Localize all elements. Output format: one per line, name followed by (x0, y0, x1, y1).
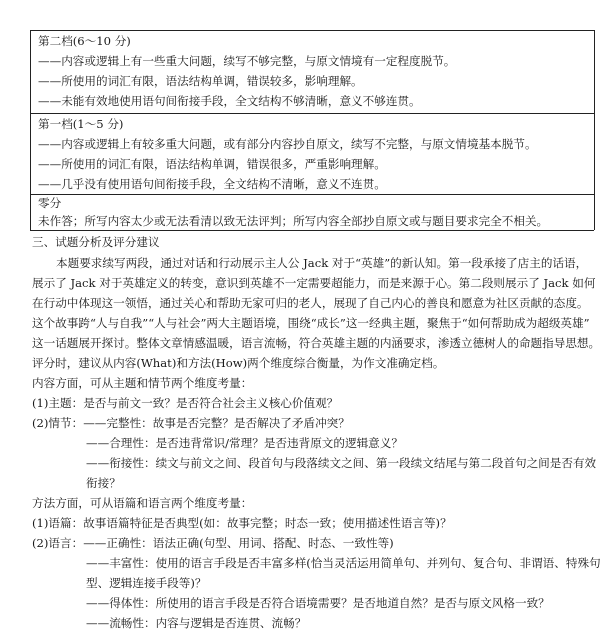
method-language: (2)语言：——正确性：语法正确(句型、用词、搭配、时态、一致性等) (32, 536, 394, 550)
content-plot: (2)情节：——完整性：故事是否完整？是否解决了矛盾冲突？ (32, 416, 350, 430)
table-border-top (30, 30, 594, 31)
table-border-right (594, 30, 595, 230)
language-item: ——得体性：所使用的语言手段是否符合语境需要？是否地道自然？是否与原文风格一致？ (86, 596, 550, 610)
language-item: ——丰富性：使用的语言手段是否丰富多样(恰当灵活运用简单句、并列句、复合句、非谓语、特殊句 (86, 556, 601, 570)
table-divider (30, 113, 594, 114)
intro-line: 本题要求续写两段，通过对话和行动展示主人公 Jack 对于“英雄”的新认知。第一段承接了店主的话语， (56, 256, 588, 270)
zero-title: 零分 (38, 196, 62, 210)
table-border-bottom (30, 230, 594, 231)
table-divider (30, 194, 594, 195)
intro-line: 这一话题展开探讨。整体文章情感温暖，语言流畅，符合英雄主题的内涵要求，渗透立德树人的命题指导思想。 (32, 336, 601, 350)
plot-item: ——合理性：是否违背常识/常理？是否违背原文的逻辑意义？ (86, 436, 403, 450)
plot-item: ——衔接性：续文与前文之间、段首句与段落续文之间、第一段续文结尾与第二段首句之间是否有效 (86, 456, 597, 470)
tier2-item: ——所使用的词汇有限，语法结构单调，错误较多，影响理解。 (38, 74, 363, 88)
method-discourse: (1)语篇：故事语篇特征是否典型(如：故事完整；时态一致；使用描述性语言等)？ (32, 516, 452, 530)
tier2-item: ——未能有效地使用语句间衔接手段，全文结构不够清晰，意义不够连贯。 (38, 94, 421, 108)
table-border-left (30, 30, 31, 230)
method-heading: 方法方面，可从语篇和语言两个维度考量： (32, 496, 253, 510)
zero-desc: 未作答；所写内容太少或无法看清以致无法评判；所写内容全部抄自原文或与题目要求完全不相关。 (38, 214, 549, 228)
intro-line: 展示了 Jack 对于英雄定义的转变，意识到英雄不一定需要超能力，而是来源于心。第二段则展示了 Jack 如何 (32, 276, 596, 290)
tier1-item: ——所使用的词汇有限，语法结构单调，错误很多，严重影响理解。 (38, 157, 386, 171)
section-heading: 三、试题分析及评分建议 (32, 235, 160, 249)
tier1-title: 第一档(1～5 分) (38, 117, 124, 131)
language-item: ——流畅性：内容与逻辑是否连贯、流畅？ (86, 616, 307, 630)
intro-line: 在行动中体现这一领悟，通过关心和帮助无家可归的老人，展现了自己内心的善良和愿意为社区贡献的态度。 (32, 296, 589, 310)
plot-item-continuation: 衔接？ (86, 476, 121, 490)
content-theme: (1)主题：是否与前文一致？是否符合社会主义核心价值观？ (32, 396, 339, 410)
content-heading: 内容方面，可从主题和情节两个维度考量： (32, 376, 253, 390)
intro-line: 这个故事跨“人与自我”“人与社会”两大主题语境，围绕“成长”这一经典主题，聚焦于“如何帮助成为超级英雄” (32, 316, 590, 330)
language-item-continuation: 型、逻辑连接手段等)？ (86, 576, 207, 590)
tier1-item: ——几乎没有使用语句间衔接手段，全文结构不清晰，意义不连贯。 (38, 177, 386, 191)
tier2-title: 第二档(6～10 分) (38, 34, 131, 48)
intro-line: 评分时，建议从内容(What)和方法(How)两个维度综合衡量，为作文准确定档。 (32, 356, 445, 370)
tier1-item: ——内容或逻辑上有较多重大问题，或有部分内容抄自原文，续写不完整，与原文情境基本脱节。 (38, 137, 537, 151)
tier2-item: ——内容或逻辑上有一些重大问题，续写不够完整，与原文情境有一定程度脱节。 (38, 54, 456, 68)
